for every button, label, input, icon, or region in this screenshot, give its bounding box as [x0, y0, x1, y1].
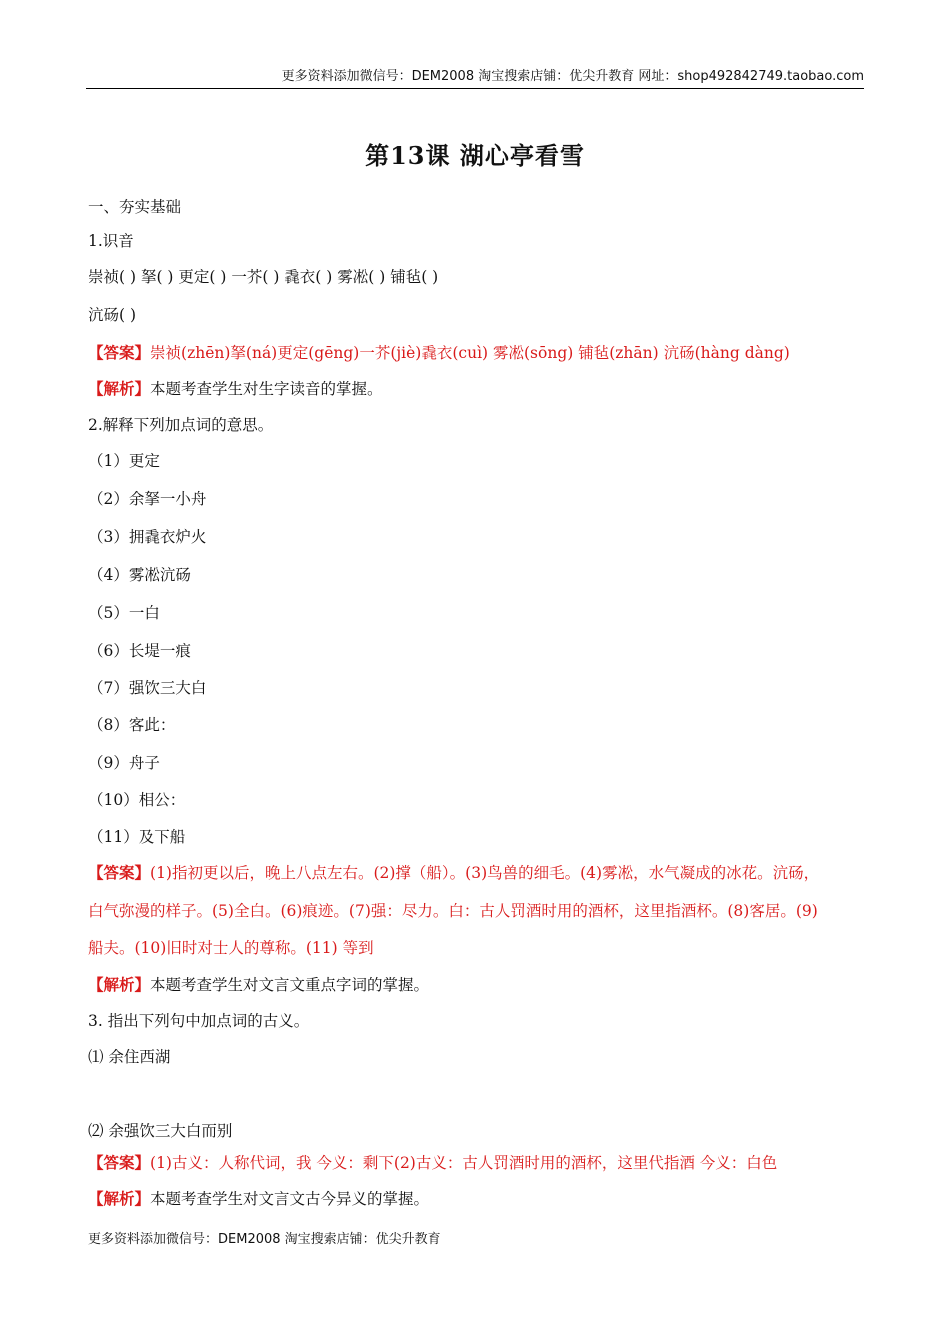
question-2-answer-line-2: 白气弥漫的样子。(5)全白。(6)痕迹。(7)强：尽力。白：古人罚酒时用的酒杯，这里指酒杯。(8)客居。(9) — [88, 902, 818, 920]
page-footer: 更多资料添加微信号：DEM2008 淘宝搜索店铺：优尖升教育 — [88, 1232, 441, 1247]
question-3-item: ⑵ 余强饮三大白而别 — [88, 1122, 233, 1140]
question-2-label: 2.解释下列加点词的意思。 — [88, 416, 274, 434]
question-1-line-1: 崇祯( ) 拏( ) 更定( ) 一芥( ) 毳衣( ) 雾凇( ) 铺毡( ) — [88, 268, 439, 286]
question-2-item: （1）更定 — [88, 452, 160, 470]
question-3-answer — [88, 1152, 868, 1174]
analysis-tag: 【解析】 — [88, 379, 151, 398]
question-2-answer — [88, 862, 868, 884]
analysis-tag: 【解析】 — [88, 975, 151, 994]
question-1-line-2: 沆砀( ) — [88, 306, 137, 324]
question-2-item: （11）及下船 — [88, 828, 186, 846]
question-2-analysis — [88, 974, 868, 996]
question-2-item: （8）客此： — [88, 716, 176, 734]
question-2-item: （7）强饮三大白 — [88, 679, 207, 697]
question-1-label: 1.识音 — [88, 232, 134, 250]
question-2-item: （10）相公： — [88, 791, 186, 809]
question-2-item: （2）余拏一小舟 — [88, 490, 207, 508]
question-2-item: （6）长堤一痕 — [88, 642, 191, 660]
question-1-answer — [88, 342, 868, 364]
answer-tag: 【答案】 — [88, 343, 151, 362]
section-heading: 一、夯实基础 — [88, 198, 182, 216]
analysis-text: 本题考查学生对文言文古今异义的掌握。 — [150, 1190, 430, 1208]
analysis-tag: 【解析】 — [88, 1189, 151, 1208]
analysis-text: 本题考查学生对文言文重点字词的掌握。 — [150, 976, 430, 994]
answer-line: (1)指初更以后，晚上八点左右。(2)撑（船）。(3)鸟兽的细毛。(4)雾凇，水气凝成的冰花。沆砀， — [150, 864, 820, 882]
analysis-text: 本题考查学生对生字读音的掌握。 — [150, 380, 383, 398]
question-3-item: ⑴ 余住西湖 — [88, 1048, 171, 1066]
header-text: 更多资料添加微信号：DEM2008 淘宝搜索店铺：优尖升教育 网址：shop492842749.taobao.com — [281, 69, 864, 84]
question-2-item: （5）一白 — [88, 604, 160, 622]
question-2-item: （4）雾凇沆砀 — [88, 566, 191, 584]
page-header — [86, 68, 864, 89]
answer-tag: 【答案】 — [88, 1153, 151, 1172]
answer-text: (1)古义：人称代词，我 今义：剩下(2)古义：古人罚酒时用的酒杯，这里代指酒 今义：白色 — [150, 1154, 778, 1172]
question-3-analysis — [88, 1188, 868, 1210]
question-2-item: （9）舟子 — [88, 754, 160, 772]
question-2-item: （3）拥毳衣炉火 — [88, 528, 207, 546]
question-1-analysis — [88, 378, 868, 400]
answer-tag: 【答案】 — [88, 863, 151, 882]
page-title: 第13课 湖心亭看雪 — [365, 141, 585, 170]
question-2-answer-line-3: 船夫。(10)旧时对士人的尊称。(11) 等到 — [88, 939, 374, 957]
question-3-label: 3. 指出下列句中加点词的古义。 — [88, 1012, 310, 1030]
answer-text: 崇祯(zhēn)拏(ná)更定(gēng)一芥(jiè)毳衣(cuì) 雾凇(sōng) 铺毡(zhān) 沆砀(hàng dàng) — [150, 344, 790, 362]
